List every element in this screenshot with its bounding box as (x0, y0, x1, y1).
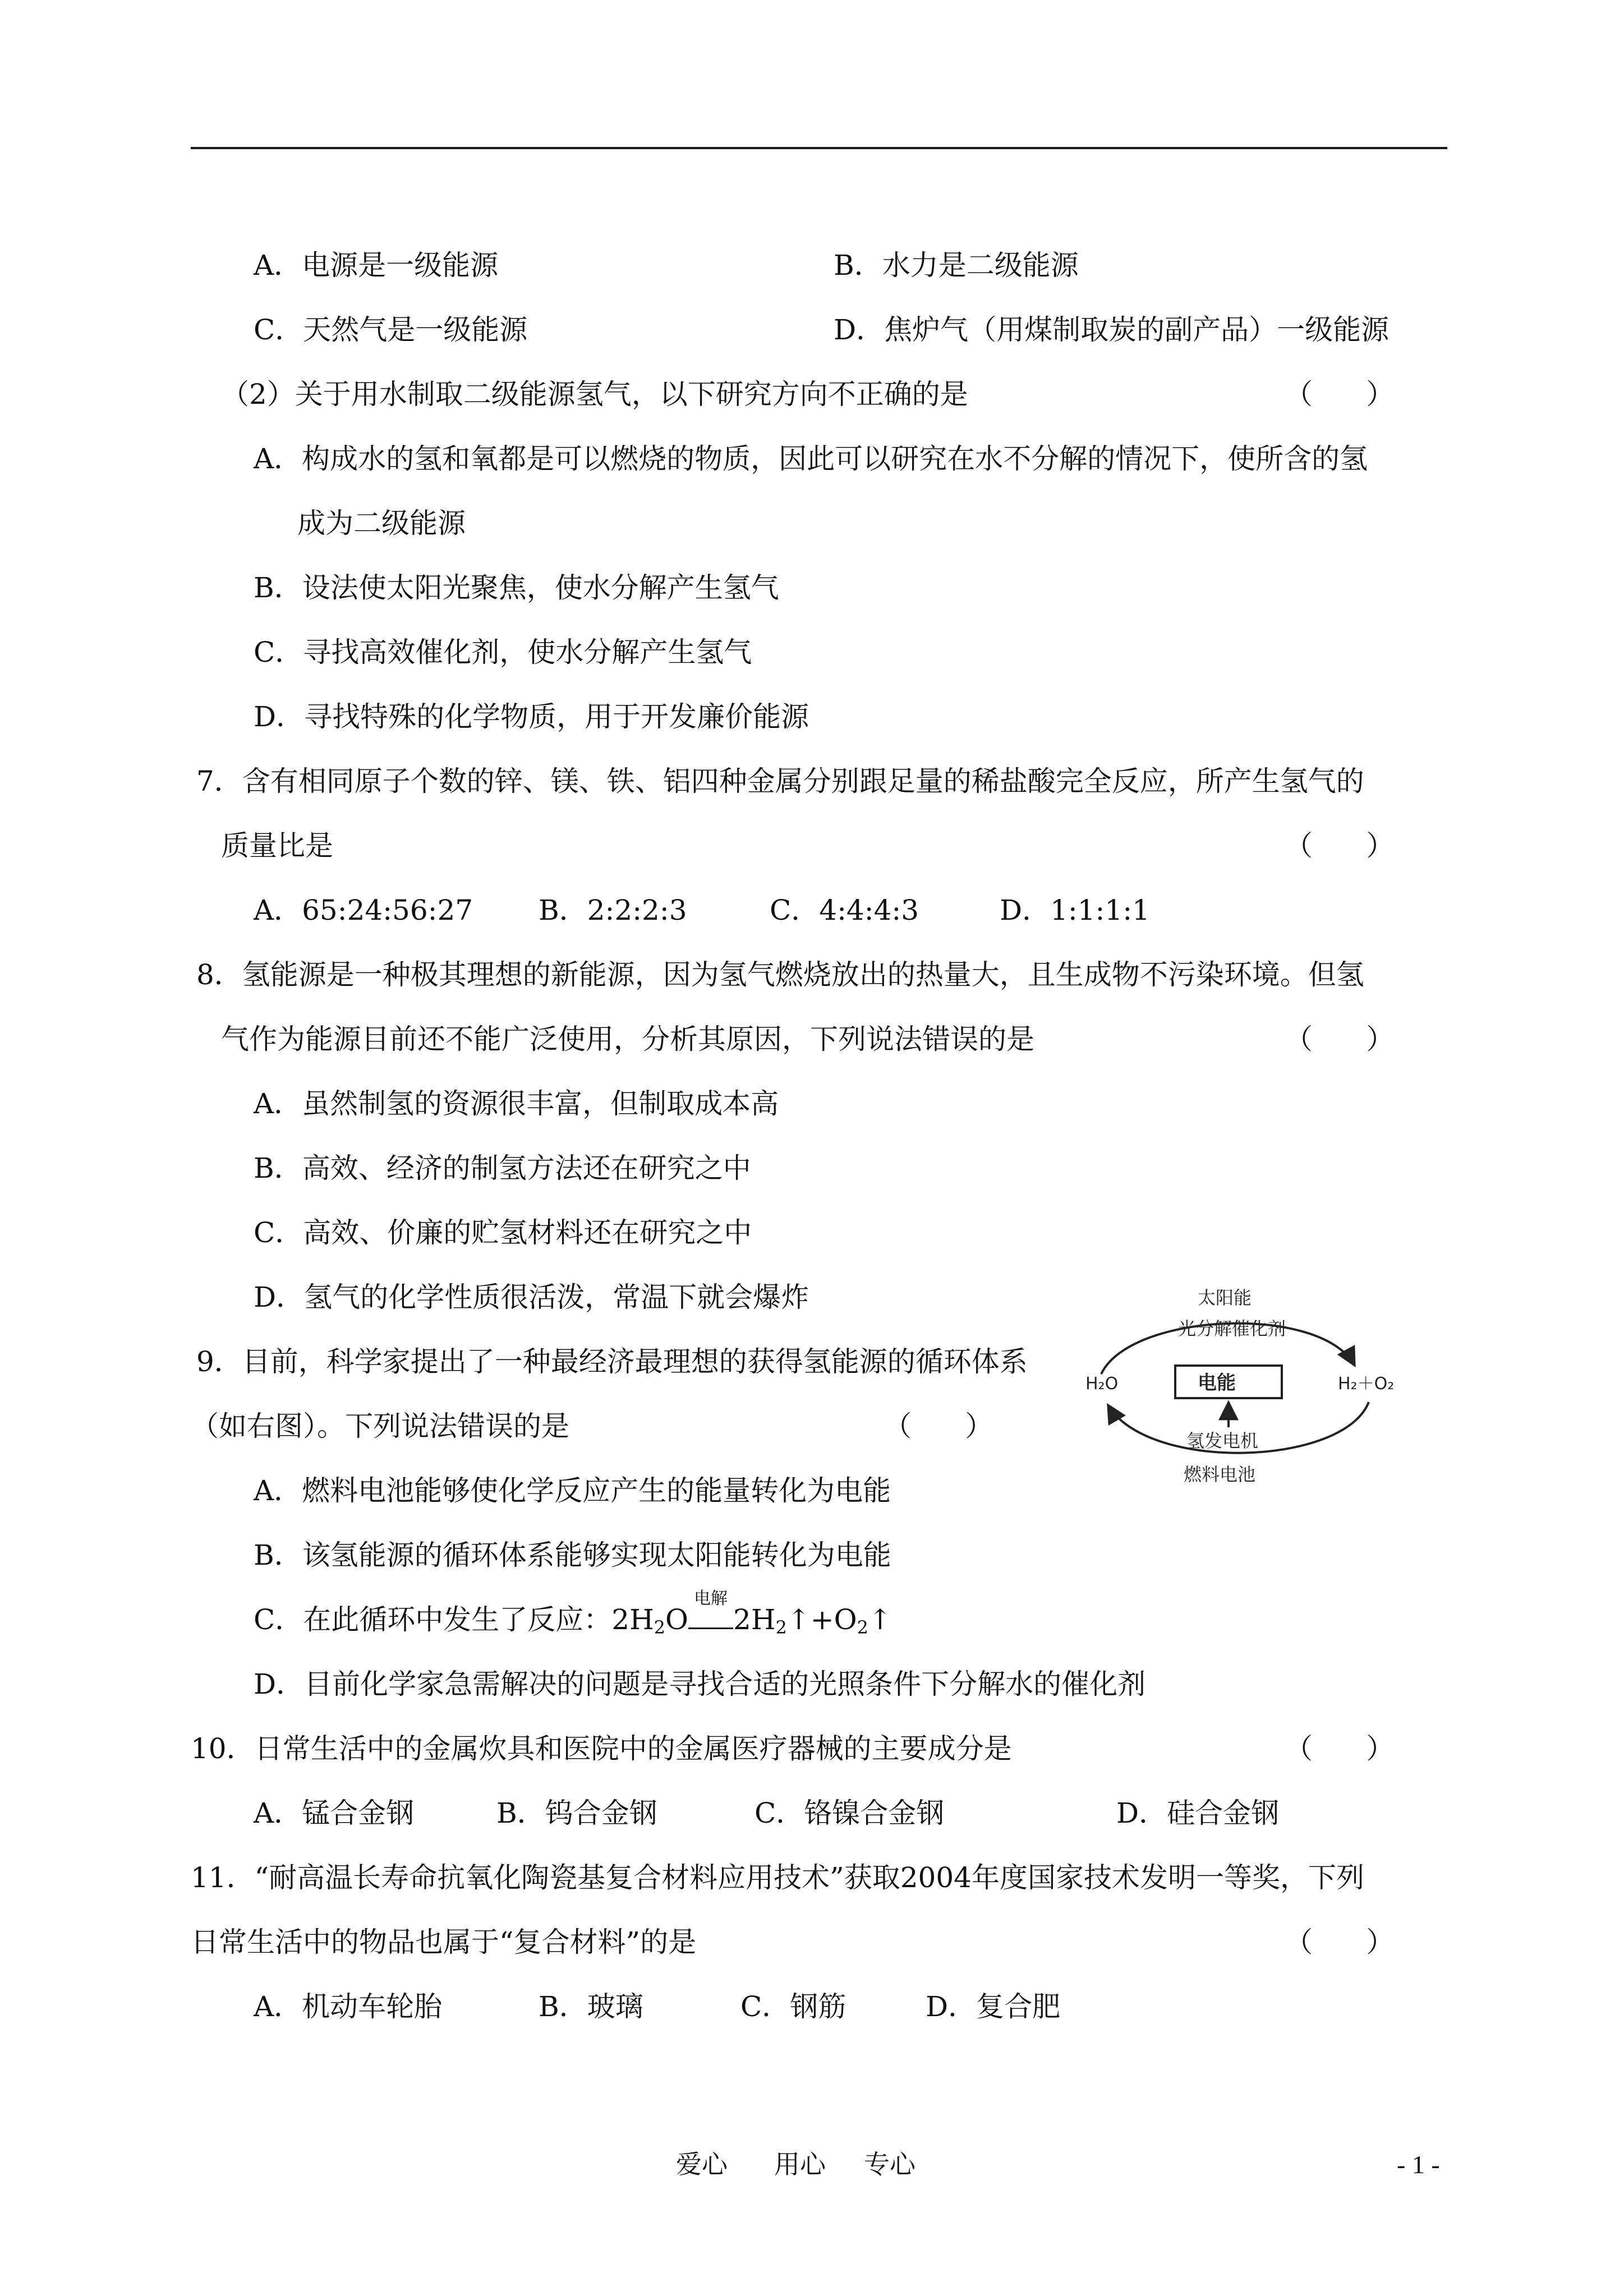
option-9-c-text: C．在此循环中发生了反应：2H (254, 1603, 654, 1636)
option-11-a: A．机动车轮胎 (254, 1990, 443, 2023)
option-10-a: A．锰合金钢 (254, 1797, 415, 1829)
hydrogen-cycle-diagram (1085, 1281, 1400, 1489)
water-label: H₂O (1085, 1374, 1119, 1394)
option-6-1-a: A．电源是一级能源 (254, 249, 499, 282)
option-7-a: A．65:24:56:27 (254, 894, 473, 926)
question-9-cont: （如右图）。下列说法错误的是 (191, 1410, 569, 1442)
answer-blank-9: （ ） (884, 1410, 993, 1442)
footer-motto-2: 用心 (774, 2150, 826, 2179)
page-number: - 1 - (1397, 2150, 1440, 2179)
question-7: 7．含有相同原子个数的锌、镁、铁、铝四种金属分别跟足量的稀盐酸完全反应，所产生氢气的 (196, 765, 1364, 797)
gas-arrow: ↑ (868, 1603, 892, 1636)
option-9-c (254, 1589, 892, 1644)
option-11-d: D．复合肥 (926, 1990, 1061, 2023)
subscript: 2 (857, 1617, 868, 1638)
option-6-1-b: B．水力是二级能源 (834, 249, 1079, 282)
question-11-cont: 日常生活中的物品也属于“复合材料”的是 (191, 1926, 697, 1958)
question-6-2: （2）关于用水制取二级能源氢气，以下研究方向不正确的是 (221, 378, 968, 411)
option-7-c: C．4:4:4:3 (770, 894, 919, 926)
option-6-2-c: C．寻找高效催化剂，使水分解产生氢气 (254, 636, 752, 668)
option-6-1-d: D．焦炉气（用煤制取炭的副产品）一级能源 (834, 313, 1390, 346)
subscript: 2 (654, 1617, 666, 1638)
option-9-a: A．燃料电池能够使化学反应产生的能量转化为电能 (254, 1474, 891, 1507)
question-10: 10．日常生活中的金属炊具和医院中的金属医疗器械的主要成分是 (191, 1732, 1012, 1765)
fuel-cell-label: 燃料电池 (1184, 1464, 1256, 1485)
answer-blank-11: （ ） (1285, 1926, 1395, 1958)
option-11-b: B．玻璃 (539, 1990, 643, 2023)
answer-blank-8: （ ） (1285, 1023, 1395, 1055)
generator-label: 氢发电机 (1186, 1430, 1259, 1451)
option-7-b: B．2:2:2:3 (539, 894, 687, 926)
option-7-d: D．1:1:1:1 (1000, 894, 1150, 926)
question-9: 9．目前，科学家提出了一种最经济最理想的获得氢能源的循环体系 (196, 1345, 1028, 1378)
option-8-b: B．高效、经济的制氢方法还在研究之中 (254, 1152, 751, 1184)
reaction-arrow-bar (688, 1628, 733, 1629)
question-8: 8．氢能源是一种极其理想的新能源，因为氢气燃烧放出的热量大，且生成物不污染环境。但氢 (196, 958, 1364, 991)
option-6-2-a-cont: 成为二级能源 (297, 507, 466, 540)
option-6-1-c: C．天然气是一级能源 (254, 313, 528, 346)
option-10-b: B．钨合金钢 (496, 1797, 657, 1829)
sun-energy-label: 太阳能 (1198, 1287, 1252, 1308)
option-6-2-b: B．设法使太阳光聚焦，使水分解产生氢气 (254, 571, 779, 604)
option-8-d: D．氢气的化学性质很活泼，常温下就会爆炸 (254, 1281, 809, 1313)
option-10-d: D．硅合金钢 (1116, 1797, 1280, 1829)
answer-blank-6-2: （ ） (1285, 378, 1395, 411)
header-rule (191, 147, 1447, 149)
gas-arrow-oxygen: ↑+O (786, 1603, 857, 1636)
option-8-a: A．虽然制氢的资源很丰富，但制取成本高 (254, 1087, 779, 1120)
option-11-c: C．钢筋 (740, 1990, 846, 2023)
option-6-2-d: D．寻找特殊的化学物质，用于开发廉价能源 (254, 700, 809, 733)
reaction-condition-label: 电解 (694, 1589, 728, 1608)
footer-motto-1: 爱心 (676, 2150, 728, 2179)
hydrogen-oxygen-label: H₂＋O₂ (1338, 1374, 1395, 1394)
reaction-condition (688, 1589, 733, 1629)
subscript: 2 (775, 1617, 787, 1638)
question-8-cont: 气作为能源目前还不能广泛使用，分析其原因，下列说法错误的是 (221, 1023, 1034, 1055)
footer-motto-3: 专心 (864, 2150, 915, 2179)
catalyst-label: 光分解催化剂 (1178, 1318, 1286, 1339)
option-9-d: D．目前化学家急需解决的问题是寻找合适的光照条件下分解水的催化剂 (254, 1668, 1146, 1700)
electric-energy-label: 电能 (1198, 1372, 1236, 1394)
question-7-cont: 质量比是 (221, 829, 333, 862)
answer-blank-7: （ ） (1285, 829, 1395, 862)
question-11: 11．“耐高温长寿命抗氧化陶瓷基复合材料应用技术”获取2004年度国家技术发明一等奖，下列 (191, 1861, 1364, 1894)
oxygen-symbol: O (665, 1603, 689, 1636)
hydrogen-product: 2H (733, 1603, 776, 1636)
answer-blank-10: （ ） (1285, 1732, 1395, 1765)
option-9-b: B．该氢能源的循环体系能够实现太阳能转化为电能 (254, 1539, 891, 1571)
option-10-c: C．铬镍合金钢 (755, 1797, 945, 1829)
option-6-2-a: A．构成水的氢和氧都是可以燃烧的物质，因此可以研究在水不分解的情况下，使所含的氢 (254, 442, 1368, 475)
option-8-c: C．高效、价廉的贮氢材料还在研究之中 (254, 1216, 752, 1249)
